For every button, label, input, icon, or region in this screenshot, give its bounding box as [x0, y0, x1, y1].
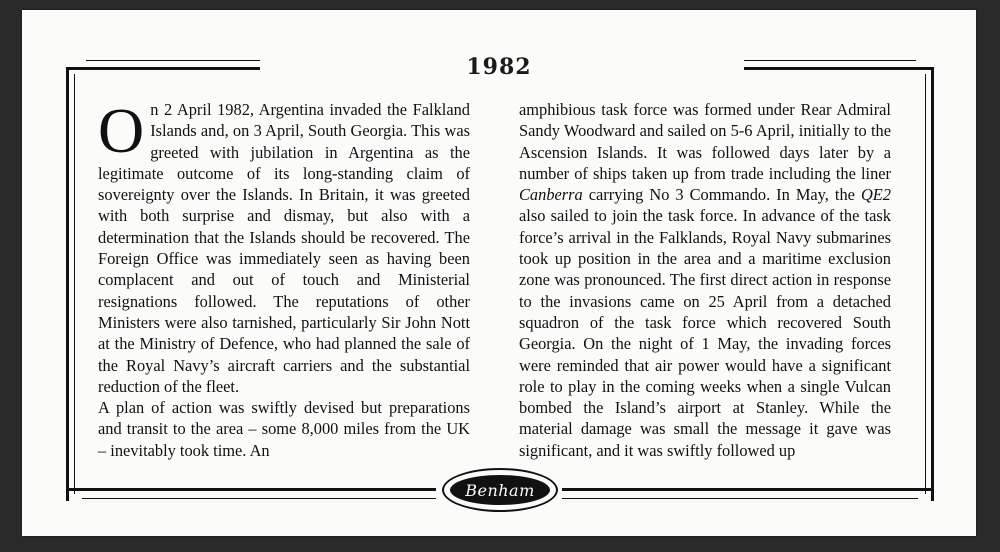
info-card	[22, 10, 976, 536]
paragraph-text: carrying No 3 Commando. In May, the	[582, 185, 861, 205]
paragraph	[519, 99, 891, 461]
paragraph: A plan of action was swiftly devised but preparations and transit to the area – some 8,000 miles from the UK – inevitably took time. An	[98, 398, 470, 460]
drop-cap: O	[98, 95, 145, 166]
benham-logo	[442, 468, 558, 512]
paragraph-text: amphibious task force was formed under Rear Admiral Sandy Woodward and sailed on 5-6 April, initially to the Ascension Islands. It was followed days later by a number of ships taken up from trade including the liner	[519, 100, 891, 183]
ship-name: QE2	[860, 185, 891, 205]
frame-rule	[82, 498, 436, 499]
frame-rule	[66, 488, 436, 491]
paragraph	[98, 95, 470, 397]
frame-rule	[74, 74, 75, 494]
right-column	[519, 99, 891, 461]
paragraph-text: also sailed to join the task force. In advance of the task force’s arrival in the Falklands, Royal Navy submarines took up position in the area and a maritime exclusion zone was pronounced. The first direct action in response to the invasions came on 25 April from a detached squadron of the task force which recovered South Georgia. On the night of 1 May, the invading forces were reminded that air power would have a significant role to play in the coming weeks when a single Vulcan bombed the Island’s airport at Stanley. While the material damage was small the message it gave was significant, and it was swiftly followed up	[519, 206, 891, 460]
frame-rule	[931, 67, 934, 501]
logo-text: Benham	[450, 475, 550, 505]
page-title: 1982	[466, 54, 532, 80]
left-column	[98, 95, 470, 461]
ship-name: Canberra	[519, 185, 583, 205]
frame-rule	[925, 74, 926, 494]
frame-rule	[562, 488, 934, 491]
frame-rule	[562, 498, 918, 499]
frame-rule	[66, 67, 69, 501]
paragraph-text: n 2 April 1982, Argentina invaded the Falkland Islands and, on 3 April, South Georgia. This was greeted with jubilation in Argentina as the legitimate outcome of its long-standing claim of sovereignty over the Islands. In Britain, it was greeted with both surprise and dismay, but also with a determination that the Islands should be recovered. The Foreign Office was immediately seen as having been complacent and out of touch and Ministerial resignations followed. The reputations of other Ministers were also tarnished, particularly Sir John Nott at the Ministry of Defence, who had planned the sale of the Royal Navy’s aircraft carriers and the substantial reduction of the fleet.	[98, 100, 470, 396]
